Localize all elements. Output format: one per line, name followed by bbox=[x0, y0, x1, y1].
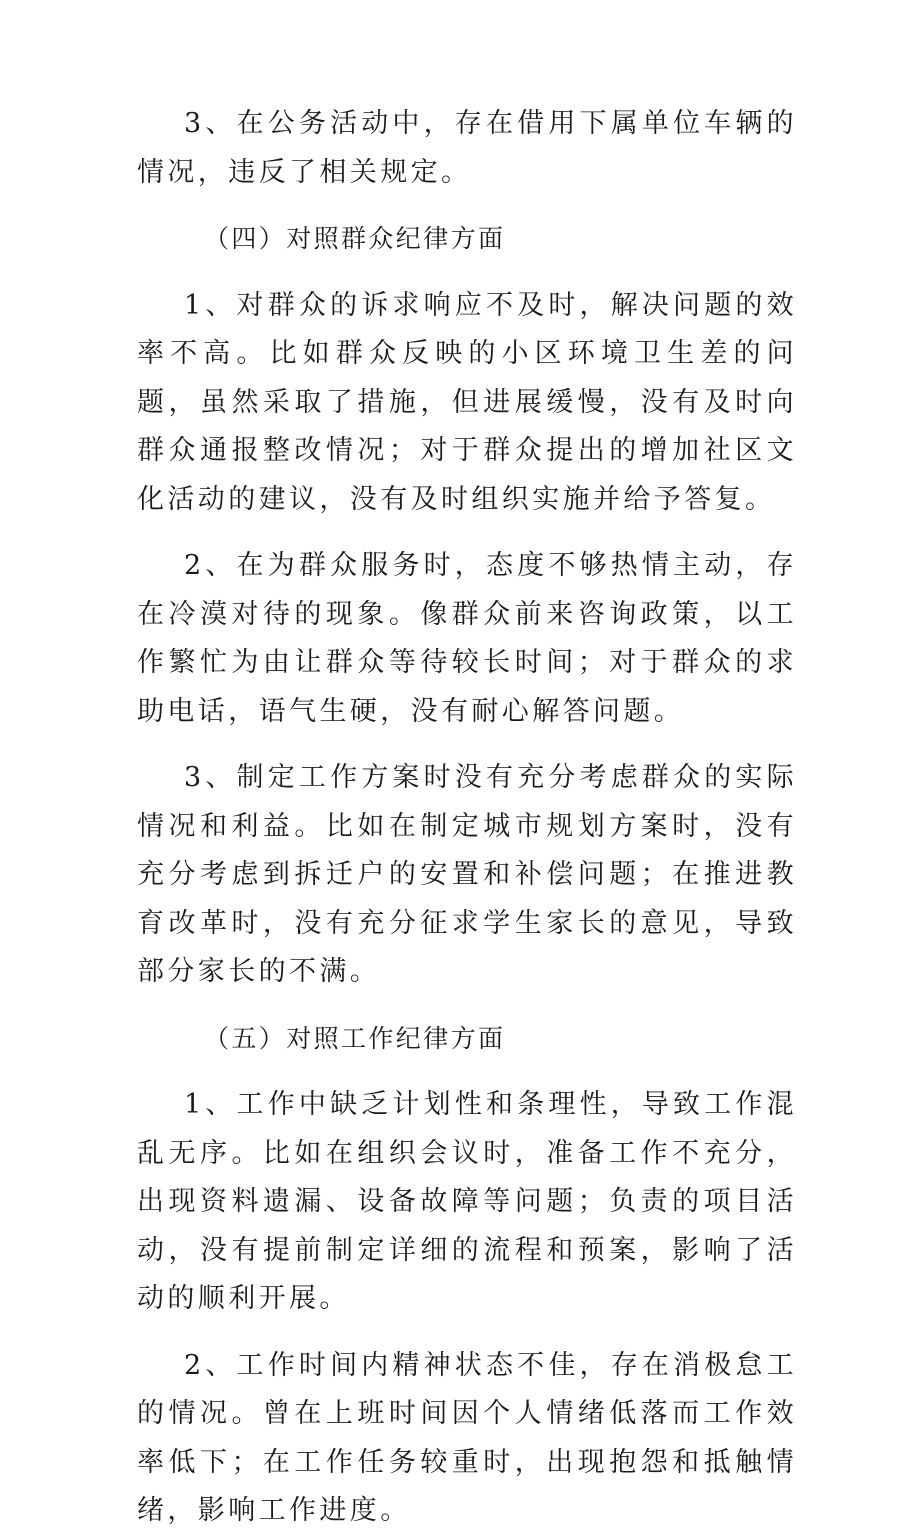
paragraph-gap bbox=[137, 197, 797, 215]
paragraph-item-1-organization: 1、工作中缺乏计划性和条理性，导致工作混乱无序。比如在组织会议时，准备工作不充分，出现资料遗漏、设备故障等问题；负责的项目活动，没有提前制定详细的流程和预案，影响了活动的顺利开展。 bbox=[137, 1089, 797, 1314]
paragraph-gap bbox=[137, 1063, 797, 1081]
document-body bbox=[137, 100, 797, 1536]
paragraph-gap bbox=[137, 264, 797, 282]
paragraph-item-1-response: 1、对群众的诉求响应不及时，解决问题的效率不高。比如群众反映的小区环境卫生差的问题，虽然采取了措施，但进展缓慢，没有及时向群众通报整改情况；对于群众提出的增加社区文化活动的建议，没有及时组织实施并给予答复。 bbox=[137, 289, 797, 515]
section-heading-mass-discipline: （四）对照群众纪律方面 bbox=[204, 224, 506, 253]
paragraph-gap bbox=[137, 524, 797, 542]
paragraph-item-3-planning: 3、制定工作方案时没有充分考虑群众的实际情况和利益。比如在制定城市规划方案时，没有充分考虑到拆迁户的安置和补偿问题；在推进教育改革时，没有充分征求学生家长的意见，导致部分家长的不满。 bbox=[137, 762, 797, 987]
section-heading-work-discipline: （五）对照工作纪律方面 bbox=[204, 1023, 506, 1053]
paragraph-item-2-work-state: 2、工作时间内精神状态不佳，存在消极怠工的情况。曾在上班时间因个人情绪低落而工作效率低下；在工作任务较重时，出现抱怨和抵触情绪，影响工作进度。 bbox=[137, 1349, 797, 1526]
paragraph-gap bbox=[137, 1324, 797, 1342]
paragraph-item-2-attitude: 2、在为群众服务时，态度不够热情主动，存在冷漠对待的现象。像群众前来咨询政策，以工作繁忙为由让群众等待较长时间；对于群众的求助电话，语气生硬，没有耐心解答问题。 bbox=[137, 550, 797, 727]
paragraph-gap bbox=[137, 736, 797, 754]
paragraph-item-3-official-vehicles: 3、在公务活动中，存在借用下属单位车辆的情况，违反了相关规定。 bbox=[137, 108, 797, 188]
paragraph-gap bbox=[137, 997, 797, 1015]
